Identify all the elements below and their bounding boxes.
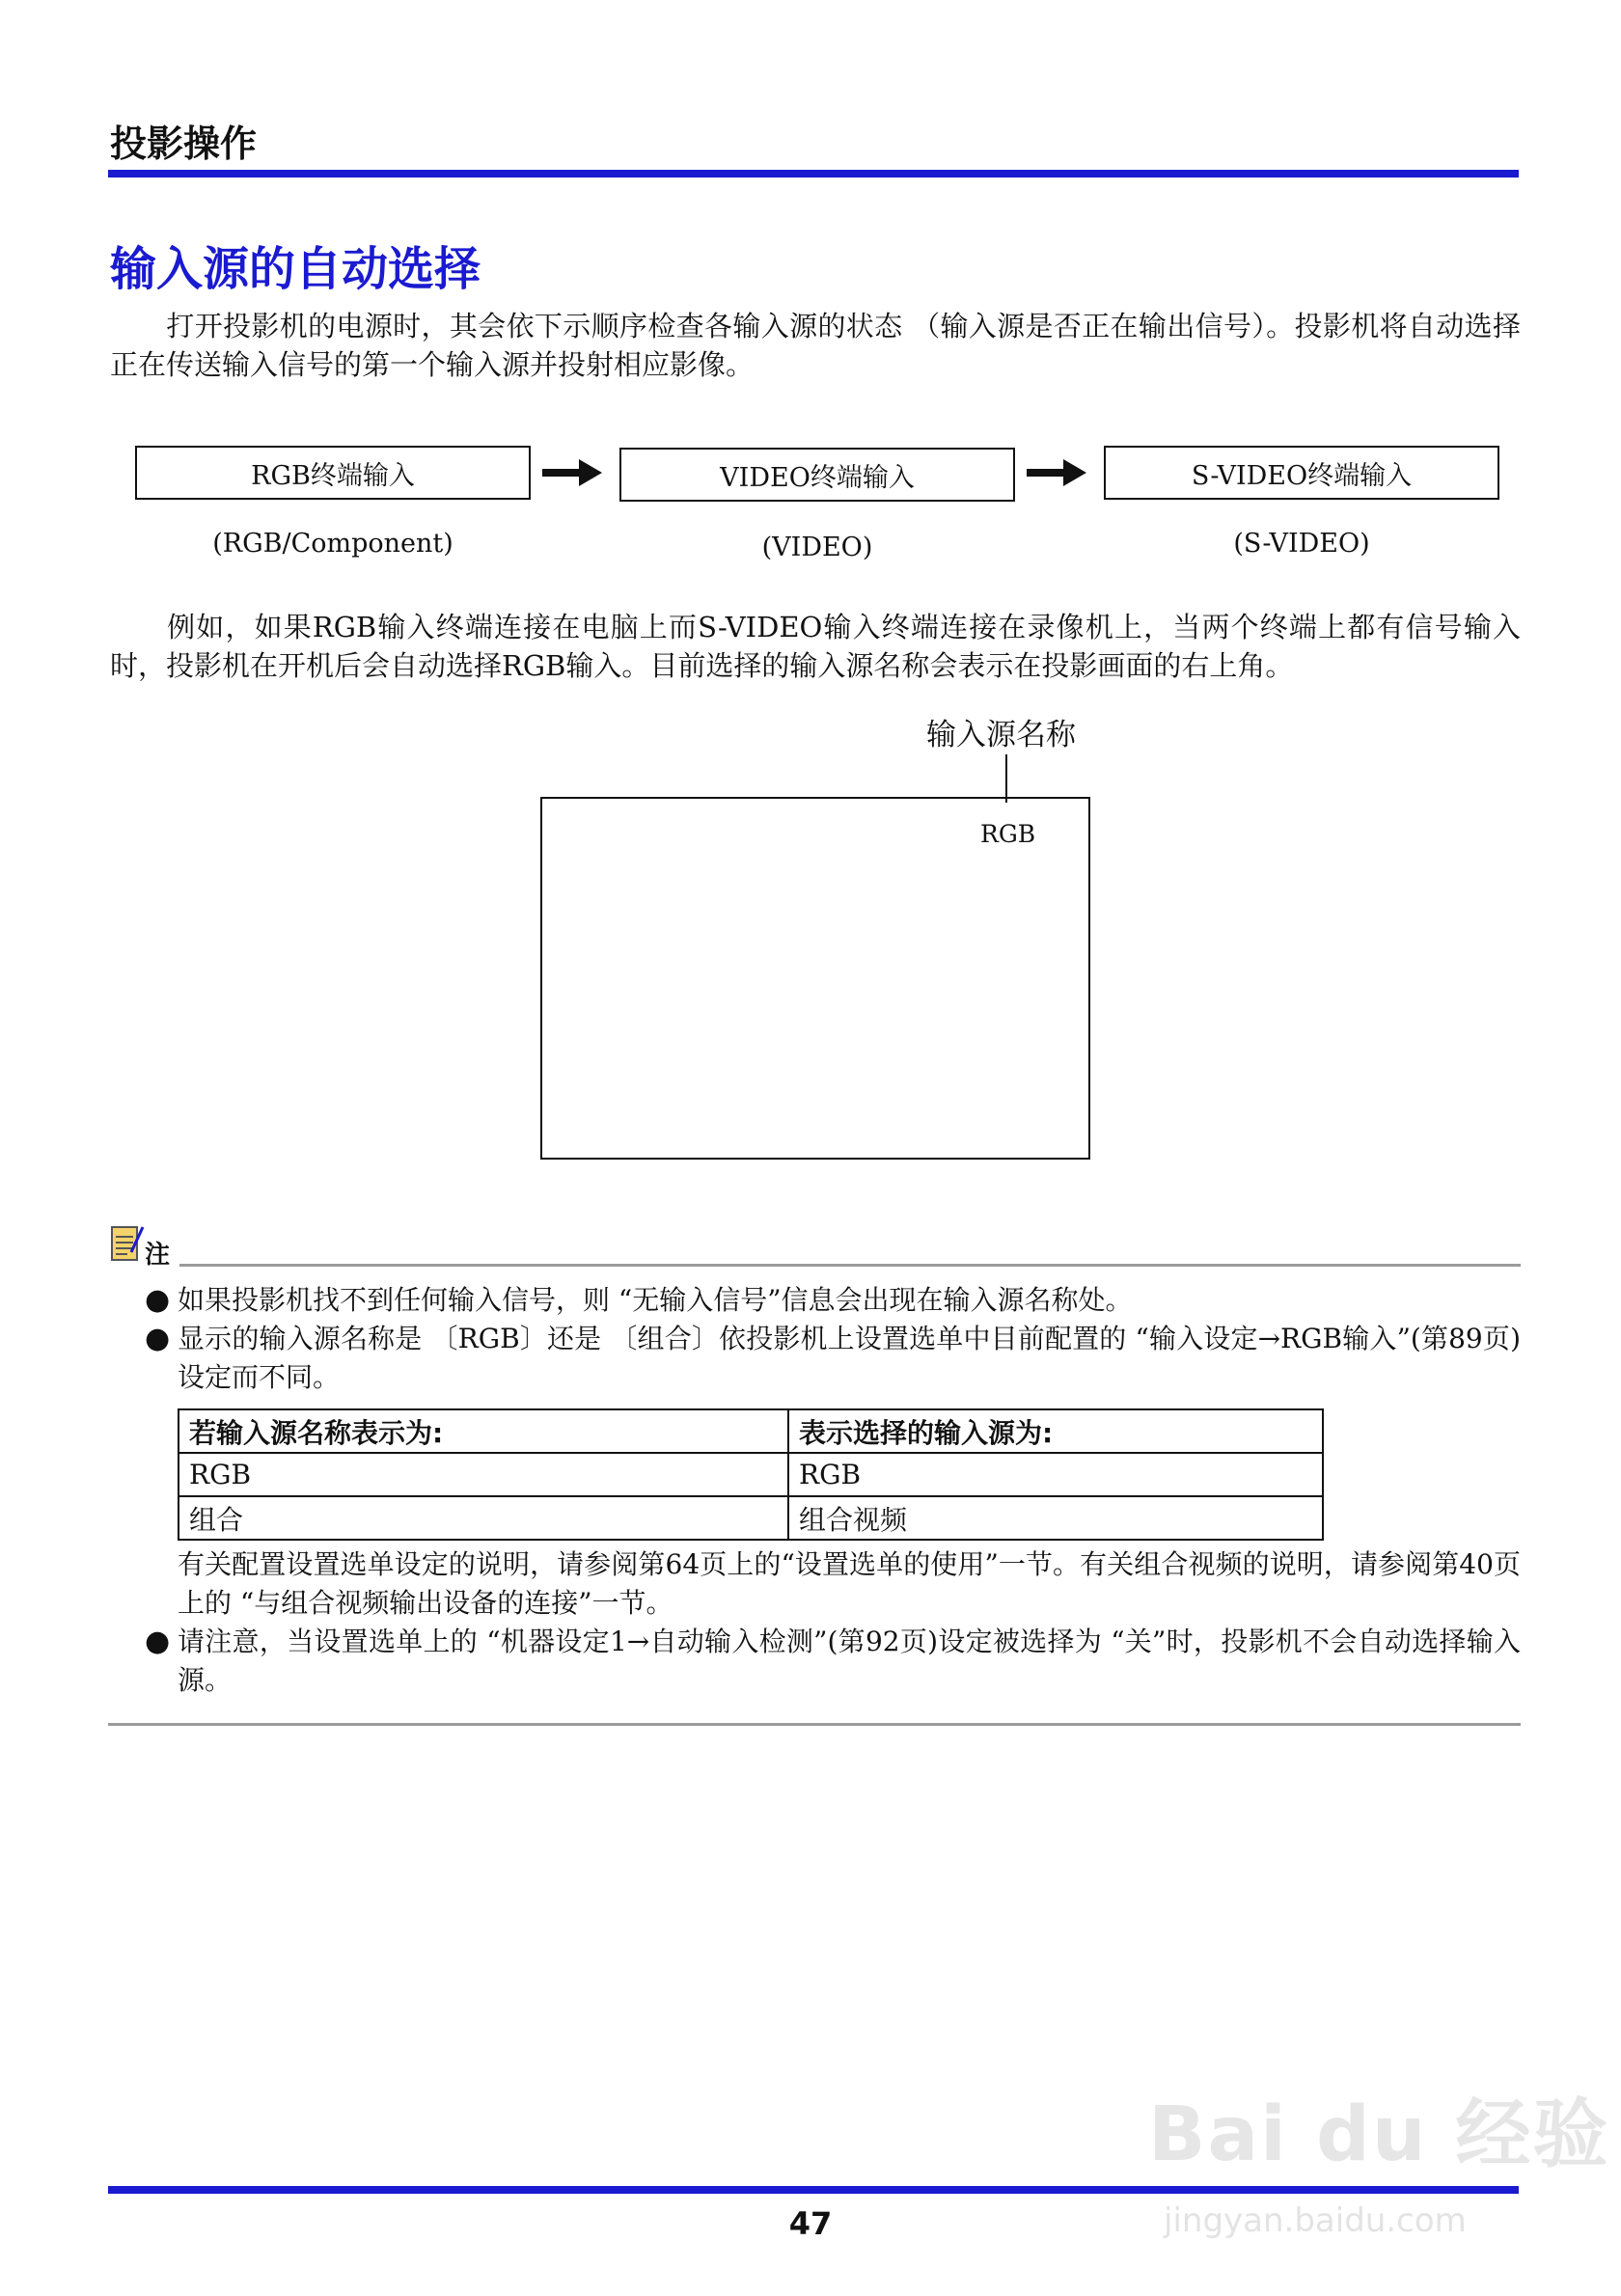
- table-cell: RGB: [179, 1453, 788, 1496]
- source-sub-svideo: (S-VIDEO): [1233, 529, 1370, 559]
- bullet-icon: ●: [145, 1625, 171, 1658]
- note-bullet-2: 显示的输入源名称是 〔RGB〕还是 〔组合〕依投影机上设置选单中目前配置的 “输入设定→RGB输入”(第89页)设定而不同。: [178, 1323, 1521, 1393]
- source-sub-video: (VIDEO): [761, 533, 873, 562]
- intro-paragraph: [110, 307, 1521, 384]
- source-sub-rgb: (RGB/Component): [212, 529, 453, 559]
- source-label-svideo: S-VIDEO终端输入: [1191, 460, 1413, 491]
- bullet-icon: ●: [145, 1283, 171, 1317]
- table-row: [179, 1453, 1323, 1496]
- source-box-video: [619, 448, 1015, 502]
- table-cell: 组合视频: [788, 1496, 1323, 1540]
- note-after-table: 有关配置设置选单设定的说明，请参阅第64页上的“设置选单的使用”一节。有关组合视频的说明，请参阅第40页上的 “与组合视频输出设备的连接”一节。: [178, 1548, 1521, 1619]
- watermark-url: jingyan.baidu.com: [1164, 2201, 1467, 2240]
- page-number: 47: [788, 2205, 833, 2242]
- example-paragraph: [110, 608, 1521, 685]
- table-header-cell: 表示选择的输入源为:: [788, 1409, 1323, 1453]
- source-box-rgb: [135, 446, 531, 500]
- watermark-brand: Bai du 经验: [1148, 2091, 1610, 2178]
- note-bullet-1: 如果投影机找不到任何输入信号，则 “无输入信号”信息会出现在输入源名称处。: [178, 1284, 1133, 1316]
- note-bottom-divider: [108, 1723, 1521, 1726]
- screen-source-label: RGB: [980, 820, 1036, 848]
- bullet-icon: ●: [145, 1322, 171, 1355]
- source-box-svideo: [1104, 446, 1499, 500]
- note-icon: [110, 1223, 145, 1262]
- note-divider: [179, 1264, 1521, 1267]
- source-name-table: [178, 1408, 1324, 1541]
- intro-text: 打开投影机的电源时，其会依下示顺序检查各输入源的状态 （输入源是否正在输出信号）。投影机将自动选择正在传送输入信号的第一个输入源并投射相应影像。: [110, 310, 1521, 381]
- table-cell: 组合: [179, 1496, 788, 1540]
- example-text: 例如，如果RGB输入终端连接在电脑上而S-VIDEO输入终端连接在录像机上，当两个终端上都有信号输入时，投影机在开机后会自动选择RGB输入。目前选择的输入源名称会表示在投影画面的右上角。: [110, 611, 1521, 682]
- header-divider: [108, 170, 1519, 178]
- arrow-right-icon: [1025, 457, 1088, 488]
- table-header-cell: 若输入源名称表示为:: [179, 1409, 788, 1453]
- projection-screen: [540, 797, 1090, 1160]
- note-bullet-3: 请注意，当设置选单上的 “机器设定1→自动输入检测”(第92页)设定被选择为 “关”时，投影机不会自动选择输入源。: [178, 1626, 1521, 1696]
- source-label-video: VIDEO终端输入: [720, 462, 915, 493]
- table-row: [179, 1496, 1323, 1540]
- table-header-row: [179, 1409, 1323, 1453]
- source-label-rgb: RGB终端输入: [251, 460, 415, 491]
- table-cell: RGB: [788, 1453, 1323, 1496]
- watermark: [1148, 2074, 1610, 2240]
- arrow-right-icon: [540, 457, 604, 488]
- callout-line: [1005, 754, 1007, 803]
- section-header: 投影操作: [110, 123, 258, 165]
- callout-label: 输入源名称: [926, 718, 1076, 752]
- note-label: 注: [145, 1241, 171, 1270]
- page-title: 输入源的自动选择: [110, 242, 481, 296]
- footer-divider: [108, 2186, 1519, 2194]
